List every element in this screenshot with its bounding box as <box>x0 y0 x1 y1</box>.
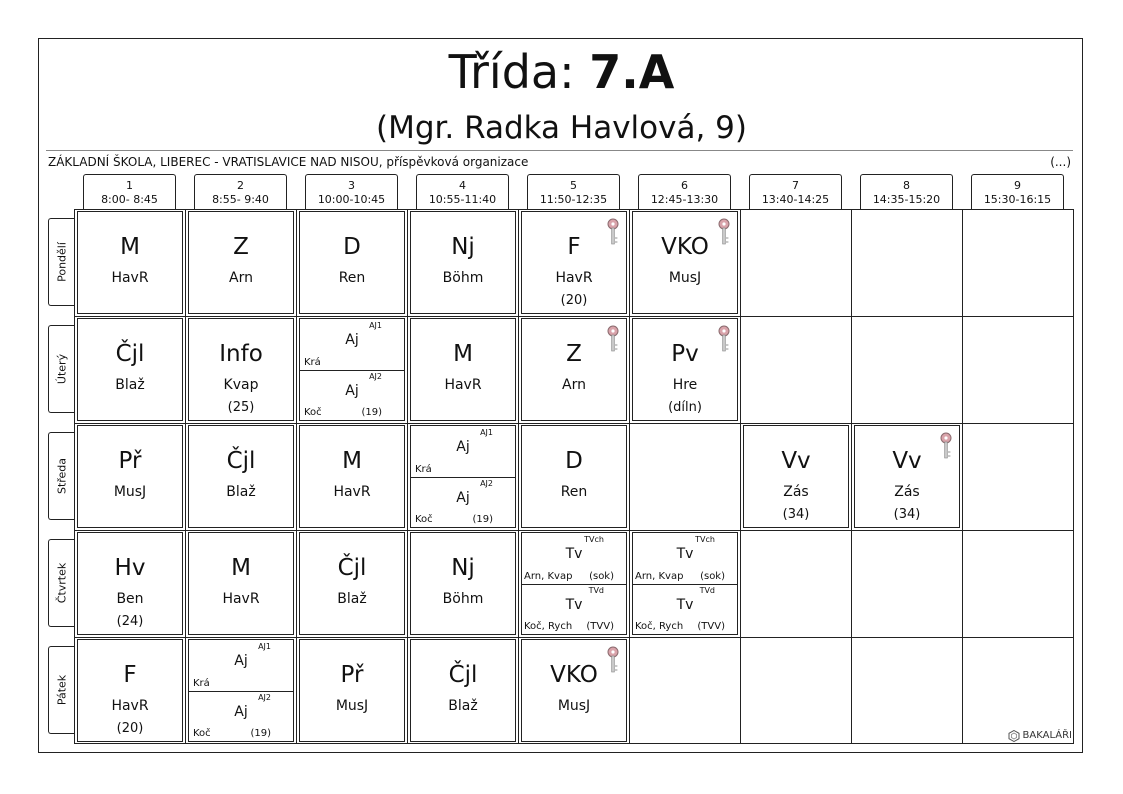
lesson-subject: Nj <box>451 555 475 581</box>
key-icon <box>717 218 731 246</box>
lesson-group: TVd <box>699 585 715 595</box>
lesson-teacher: HavR <box>555 270 593 286</box>
class-name: 7.A <box>589 45 675 99</box>
lesson-group: AJ2 <box>480 478 493 488</box>
bakalari-logo-icon <box>1008 730 1020 742</box>
lesson-subject: F <box>567 234 581 260</box>
lesson-subject: Hv <box>114 555 146 581</box>
lesson-group: AJ1 <box>258 642 271 651</box>
lesson-teacher: Krá <box>415 463 432 475</box>
lesson-cell[interactable] <box>632 318 738 421</box>
grid-line <box>74 637 1074 638</box>
lesson-group: AJ1 <box>369 321 382 330</box>
key-icon <box>717 325 731 353</box>
grid-line <box>407 209 408 744</box>
lesson-half[interactable] <box>189 691 293 742</box>
lesson-subject: M <box>231 555 251 581</box>
lesson-teacher: Hre <box>672 377 698 393</box>
lesson-cell[interactable] <box>299 425 405 528</box>
lesson-teacher: Koč <box>415 514 433 525</box>
lesson-subject: Tv <box>676 596 694 613</box>
lesson-teacher: Arn, Kvap <box>524 570 573 582</box>
lesson-subject: VKO <box>550 662 598 688</box>
grid-line <box>851 209 852 744</box>
lesson-cell[interactable] <box>410 639 516 742</box>
lesson-subject: Vv <box>781 448 811 474</box>
period-header-9: 9 15:30-16:15 <box>971 174 1064 210</box>
lesson-subject: Aj <box>345 332 359 348</box>
day-label-wednesday: Středa <box>48 432 75 520</box>
lesson-cell[interactable] <box>854 425 960 528</box>
lesson-teacher: Blaž <box>115 377 145 393</box>
split-lesson-cell[interactable] <box>521 532 627 635</box>
lesson-subject: M <box>120 234 140 260</box>
lesson-subject: D <box>565 448 583 474</box>
period-header-8: 8 14:35-15:20 <box>860 174 953 210</box>
school-name: ZÁKLADNÍ ŠKOLA, LIBEREC - VRATISLAVICE NAD NISOU, příspěvková organizace <box>48 155 529 169</box>
day-label-friday: Pátek <box>48 646 75 734</box>
lesson-teacher: Koč <box>193 728 211 739</box>
lesson-room: (20) <box>116 721 144 736</box>
lesson-teacher: Koč, Rych <box>635 621 684 632</box>
split-lesson-cell[interactable] <box>410 425 516 528</box>
lesson-room: (sok) <box>589 570 614 582</box>
lesson-group: AJ1 <box>480 428 493 437</box>
lesson-cell[interactable] <box>77 318 183 421</box>
lesson-teacher: HavR <box>222 591 260 607</box>
period-header-2: 2 8:55- 9:40 <box>194 174 287 210</box>
grid-line <box>740 209 741 744</box>
header-divider <box>46 150 1073 151</box>
lesson-room: (19) <box>250 728 271 739</box>
lesson-subject: Aj <box>345 382 359 399</box>
lesson-room: (sok) <box>700 570 725 582</box>
period-header-6: 6 12:45-13:30 <box>638 174 731 210</box>
lesson-cell[interactable] <box>521 318 627 421</box>
lesson-teacher: Ren <box>560 484 588 500</box>
lesson-room: (19) <box>361 407 382 418</box>
key-icon <box>606 325 620 353</box>
lesson-subject: Tv <box>565 546 583 562</box>
lesson-cell[interactable] <box>188 532 294 635</box>
day-label-thursday: Čtvrtek <box>48 539 75 627</box>
period-header-1: 1 8:00- 8:45 <box>83 174 176 210</box>
grid-line <box>74 423 1074 424</box>
lesson-cell[interactable] <box>632 211 738 314</box>
lesson-room: (24) <box>116 614 144 629</box>
lesson-teacher: HavR <box>333 484 371 500</box>
lesson-subject: F <box>123 662 137 688</box>
lesson-teacher: Krá <box>304 356 321 368</box>
lesson-teacher: Blaž <box>337 591 367 607</box>
class-teacher: (Mgr. Radka Havlová, 9) <box>375 110 748 146</box>
lesson-teacher: Blaž <box>448 698 478 714</box>
lesson-subject: Aj <box>456 489 470 506</box>
lesson-room: (TVV) <box>586 621 614 632</box>
grid-line <box>296 209 297 744</box>
split-lesson-cell[interactable] <box>299 318 405 421</box>
lesson-cell[interactable] <box>188 211 294 314</box>
lesson-teacher: Blaž <box>226 484 256 500</box>
lesson-teacher: Koč <box>304 407 322 418</box>
lesson-teacher: Kvap <box>223 377 259 393</box>
lesson-cell[interactable] <box>188 318 294 421</box>
key-icon <box>606 646 620 674</box>
lesson-teacher: MusJ <box>335 698 369 714</box>
lesson-subject: Aj <box>456 439 470 455</box>
lesson-teacher: MusJ <box>668 270 702 286</box>
split-lesson-cell[interactable] <box>632 532 738 635</box>
key-icon <box>606 218 620 246</box>
lesson-room: (34) <box>893 507 921 522</box>
lesson-teacher: Böhm <box>442 591 484 607</box>
lesson-cell[interactable] <box>77 425 183 528</box>
lesson-room: (20) <box>560 293 588 308</box>
period-header-3: 3 10:00-10:45 <box>305 174 398 210</box>
lesson-subject: Aj <box>234 653 248 669</box>
lesson-half[interactable] <box>522 584 626 635</box>
key-icon <box>939 432 953 460</box>
lesson-half[interactable] <box>300 370 404 421</box>
lesson-teacher: MusJ <box>113 484 147 500</box>
brand-logo <box>1008 729 1072 742</box>
lesson-subject: M <box>453 341 473 367</box>
lesson-cell[interactable] <box>410 318 516 421</box>
lesson-subject: Př <box>118 448 142 474</box>
lesson-cell[interactable] <box>410 211 516 314</box>
lesson-half[interactable] <box>411 477 515 528</box>
lesson-half[interactable] <box>522 533 626 584</box>
lesson-teacher: Arn, Kvap <box>635 570 684 582</box>
lesson-half[interactable] <box>300 319 404 370</box>
lesson-room: (34) <box>782 507 810 522</box>
grid-line <box>74 316 1074 317</box>
lesson-teacher: Ren <box>338 270 366 286</box>
lesson-cell[interactable] <box>77 532 183 635</box>
brand-text: BAKALÁŘI <box>1022 730 1072 741</box>
grid-line <box>74 530 1074 531</box>
lesson-cell[interactable] <box>299 639 405 742</box>
grid-line <box>518 209 519 744</box>
day-label-tuesday: Úterý <box>48 325 75 413</box>
lesson-half[interactable] <box>189 640 293 691</box>
split-lesson-cell[interactable] <box>188 639 294 742</box>
page-title: Třída: 7.A <box>448 45 675 99</box>
lesson-cell[interactable] <box>77 639 183 742</box>
lesson-cell[interactable] <box>743 425 849 528</box>
lesson-cell[interactable] <box>410 532 516 635</box>
lesson-subject: Př <box>340 662 364 688</box>
lesson-room: (25) <box>227 400 255 415</box>
lesson-subject: VKO <box>661 234 709 260</box>
grid-line <box>629 209 630 744</box>
lesson-half[interactable] <box>411 426 515 477</box>
lesson-room: (TVV) <box>697 621 725 632</box>
period-header-4: 4 10:55-11:40 <box>416 174 509 210</box>
lesson-teacher: Böhm <box>442 270 484 286</box>
lesson-group: TVd <box>588 585 604 595</box>
lesson-cell[interactable] <box>521 639 627 742</box>
lesson-subject: Čjl <box>115 341 145 367</box>
lesson-cell[interactable] <box>77 211 183 314</box>
lesson-subject: Aj <box>234 703 248 720</box>
lesson-room: (díln) <box>668 400 702 415</box>
lesson-subject: Čjl <box>448 662 478 688</box>
grid-line <box>962 209 963 744</box>
lesson-subject: Čjl <box>226 448 256 474</box>
lesson-teacher: MusJ <box>557 698 591 714</box>
lesson-subject: M <box>342 448 362 474</box>
lesson-teacher: Zás <box>894 484 920 500</box>
lesson-teacher: Ben <box>116 591 144 607</box>
lesson-teacher: Koč, Rych <box>524 621 573 632</box>
lesson-subject: D <box>343 234 361 260</box>
lesson-teacher: HavR <box>444 377 482 393</box>
lesson-teacher: Krá <box>193 677 210 689</box>
lesson-subject: Čjl <box>337 555 367 581</box>
lesson-subject: Z <box>566 341 582 367</box>
lesson-teacher: Zás <box>783 484 809 500</box>
lesson-cell[interactable] <box>299 211 405 314</box>
lesson-group: TVch <box>695 535 715 544</box>
day-label-monday: Pondělí <box>48 218 75 306</box>
lesson-teacher: Arn <box>229 270 253 286</box>
lesson-subject: Vv <box>892 448 922 474</box>
lesson-half[interactable] <box>633 584 737 635</box>
more-ellipsis: (...) <box>1050 155 1071 169</box>
lesson-half[interactable] <box>633 533 737 584</box>
period-header-7: 7 13:40-14:25 <box>749 174 842 210</box>
lesson-subject: Tv <box>676 546 694 562</box>
lesson-cell[interactable] <box>188 425 294 528</box>
period-header-5: 5 11:50-12:35 <box>527 174 620 210</box>
lesson-teacher: HavR <box>111 698 149 714</box>
lesson-group: TVch <box>584 535 604 544</box>
lesson-subject: Nj <box>451 234 475 260</box>
lesson-subject: Tv <box>565 596 583 613</box>
lesson-group: AJ2 <box>258 692 271 702</box>
lesson-subject: Pv <box>671 341 699 367</box>
grid-line <box>185 209 186 744</box>
lesson-cell[interactable] <box>299 532 405 635</box>
lesson-teacher: HavR <box>111 270 149 286</box>
lesson-subject: Z <box>233 234 249 260</box>
lesson-cell[interactable] <box>521 211 627 314</box>
lesson-subject: Info <box>219 341 263 367</box>
lesson-room: (19) <box>472 514 493 525</box>
lesson-teacher: Arn <box>562 377 586 393</box>
lesson-group: AJ2 <box>369 371 382 381</box>
lesson-cell[interactable] <box>521 425 627 528</box>
